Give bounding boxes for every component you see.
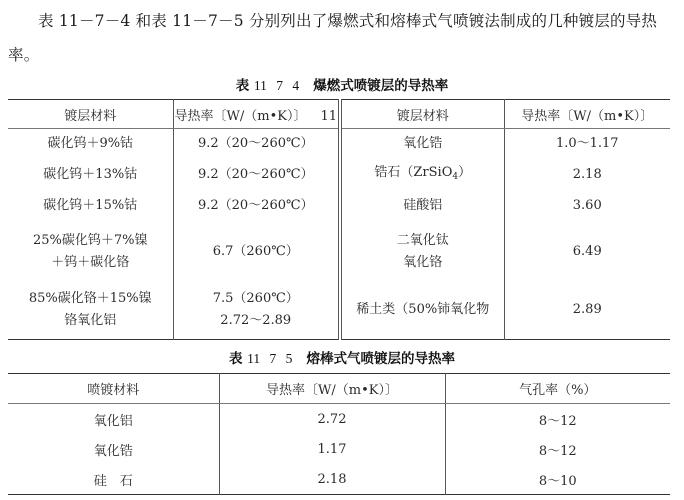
material-line: 25%碳化钨＋7%镍 — [32, 232, 148, 248]
material-line: ＋钨＋碳化铬 — [51, 254, 130, 270]
zircon-subscript: 4 — [452, 172, 459, 182]
intro-paragraph: 表 11－7－4 和表 11－7－5 分别列出了爆燃式和熔棒式气喷镀法制成的几种镀层的导热率。 — [8, 12, 658, 64]
cell-material: 碳化钨＋15%钴 — [8, 191, 173, 222]
cell-material: 硅 石 — [8, 464, 219, 495]
zircon-close: ） — [458, 165, 472, 180]
cell-conductivity: 1.0～1.17 — [555, 136, 619, 152]
cell-conductivity: 6.7（260℃） — [173, 222, 340, 282]
header-coating-material: 镀层材料 — [8, 100, 173, 129]
cell-material — [8, 282, 173, 340]
cell-material: 稀土类（50%铈氧化物 — [340, 282, 504, 340]
detonation-coating-table — [8, 99, 670, 340]
material-line: 铬氧化铝 — [64, 313, 117, 329]
header-conductivity-right: 导热率〔W/（m•K）〕 — [504, 100, 670, 129]
cell-material: 氧化锆 — [340, 129, 504, 160]
table-header-row — [8, 374, 670, 404]
table-row — [8, 129, 670, 160]
table1-caption-title: 爆燃式喷镀层的导热率 — [313, 78, 449, 94]
header-coating-material-right: 镀层材料 — [340, 100, 504, 129]
table-header-row — [8, 100, 670, 129]
table1-caption-prefix: 表 — [235, 78, 250, 94]
table1-caption — [0, 74, 684, 94]
cell-conductivity: 2.72 — [219, 404, 445, 435]
table-row — [8, 160, 670, 191]
material-line: 氧化铬 — [403, 254, 443, 270]
cell-material: 碳化钨＋9%钴 — [8, 129, 173, 160]
material-line: 二氧化钛 — [396, 232, 449, 248]
header-spray-material: 喷镀材料 — [8, 374, 219, 404]
zircon-formula: 锆石（ZrSiO — [374, 165, 453, 180]
cell-conductivity: 9.2（20～260℃） — [173, 129, 340, 160]
cell-conductivity: 6.49 — [572, 243, 602, 259]
header-porosity: 气孔率（%） — [445, 374, 670, 404]
table2-caption-number: 11 7 5 — [247, 351, 293, 366]
cell-material: 氧化锆 — [8, 434, 219, 464]
cell-conductivity: 9.2（20～260℃） — [173, 191, 340, 222]
table1-caption-number: 11 7 4 — [253, 78, 300, 93]
cell-porosity: 8～10 — [538, 473, 577, 489]
table-row — [8, 222, 670, 282]
header-conductivity — [173, 100, 340, 129]
cell-conductivity — [173, 282, 340, 340]
table-row — [8, 434, 670, 464]
cell-material — [340, 222, 504, 282]
cell-material: 硅酸铝 — [340, 191, 504, 222]
header-conductivity: 导热率〔W/（m•K）〕 — [219, 374, 445, 404]
cell-material: 碳化钨＋13%钴 — [8, 160, 173, 191]
cell-material — [340, 160, 504, 191]
table-row — [8, 282, 670, 340]
table-row — [8, 404, 670, 435]
cell-porosity: 8～12 — [538, 443, 577, 459]
value-line: 7.5（260℃） — [212, 291, 299, 307]
header-conductivity-label: 导热率〔W/（m•K）〕 — [174, 108, 307, 124]
cell-material — [8, 222, 173, 282]
cell-conductivity: 2.18 — [572, 167, 602, 182]
cell-porosity: 8～12 — [538, 413, 577, 429]
material-line: 85%碳化铬＋15%镍 — [28, 291, 152, 307]
cell-conductivity: 1.17 — [219, 434, 445, 464]
cell-conductivity: 3.60 — [572, 198, 602, 213]
cell-conductivity: 9.2（20～260℃） — [173, 160, 340, 191]
table-row — [8, 464, 670, 495]
table2-caption — [0, 347, 684, 367]
cell-conductivity: 2.18 — [219, 464, 445, 495]
table2-caption-prefix: 表 — [228, 351, 243, 367]
table2-caption-title: 熔棒式气喷镀层的导热率 — [306, 351, 456, 367]
cell-conductivity: 2.89 — [572, 302, 602, 318]
rod-spray-coating-table — [8, 373, 670, 495]
table-row — [8, 191, 670, 222]
value-line: 2.72～2.89 — [220, 313, 292, 329]
cell-material: 氧化铝 — [8, 404, 219, 435]
header-stray-mark: 11 — [320, 108, 337, 124]
